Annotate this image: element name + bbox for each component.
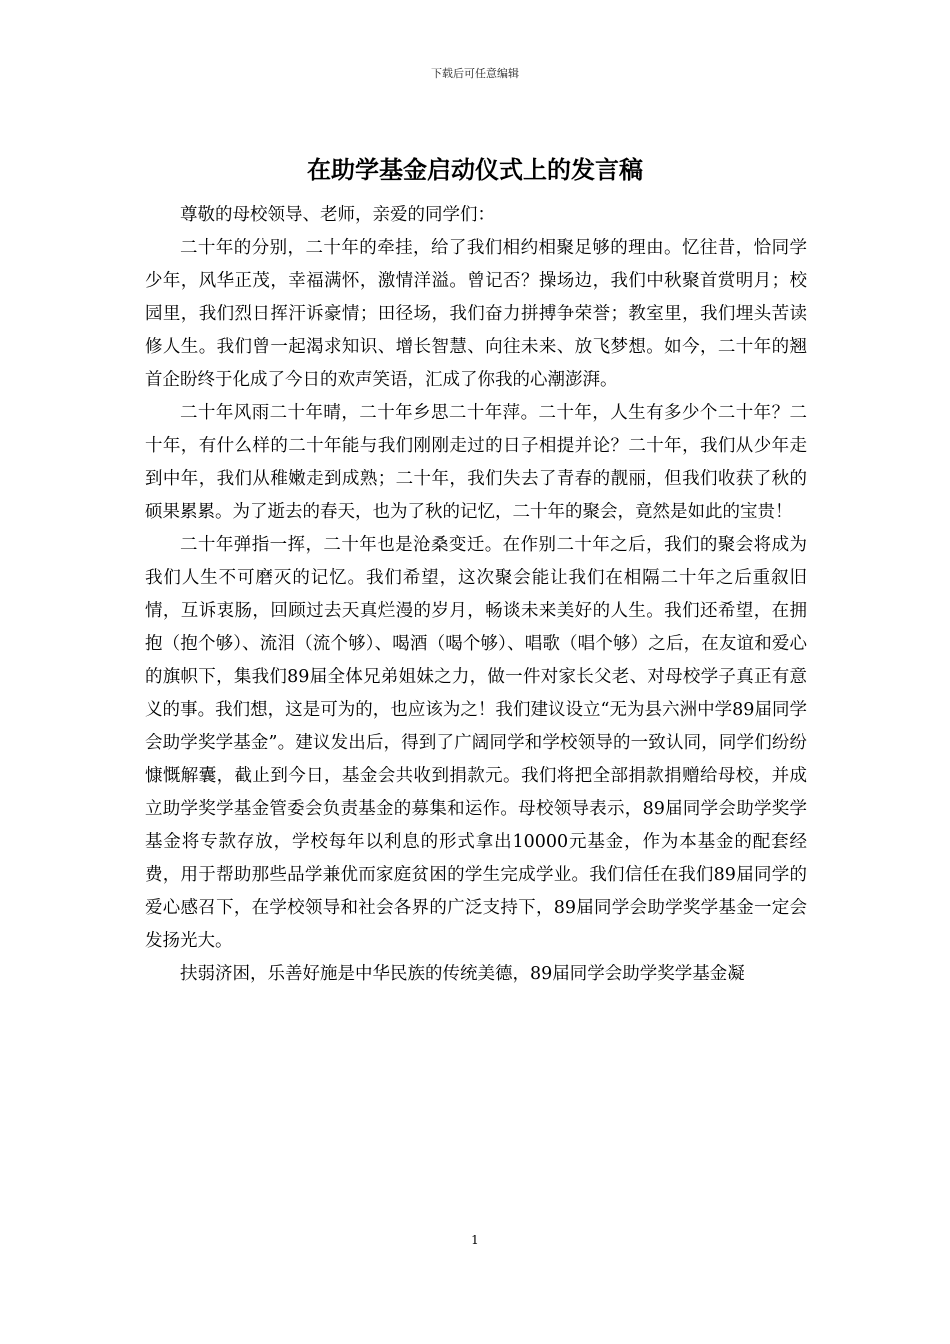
paragraph-1: 二十年的分别，二十年的牵挂，给了我们相约相聚足够的理由。忆往昔，恰同学少年，风华正茂，幸福满怀，激情洋溢。曾记否？操场边，我们中秋聚首赏明月；校园里，我们烈日挥汗诉豪情；田径场，我们奋力拼搏争荣誉；教室里，我们埋头苦读修人生。我们曾一起渴求知识、增长智慧、向往未来、放飞梦想。如今，二十年的翘首企盼终于化成了今日的欢声笑语，汇成了你我的心潮澎湃。 bbox=[145, 238, 807, 390]
salutation: 尊敬的母校领导、老师，亲爱的同学们： bbox=[180, 205, 495, 225]
document-body bbox=[145, 199, 807, 991]
document-title: 在助学基金启动仪式上的发言稿 bbox=[307, 156, 643, 184]
paragraph-4: 扶弱济困，乐善好施是中华民族的传统美德，89届同学会助学奖学基金凝 bbox=[180, 964, 745, 984]
page-number: 1 bbox=[471, 1233, 479, 1247]
page-header-note: 下载后可任意编辑 bbox=[431, 67, 519, 80]
paragraph-3: 二十年弹指一挥，二十年也是沧桑变迁。在作别二十年之后，我们的聚会将成为我们人生不可磨灭的记忆。我们希望，这次聚会能让我们在相隔二十年之后重叙旧情，互诉衷肠，回顾过去天真烂漫的岁月，畅谈未来美好的人生。我们还希望，在拥抱（抱个够）、流泪（流个够）、喝酒（喝个够）、唱歌（唱个够）之后，在友谊和爱心的旗帜下，集我们89届全体兄弟姐妹之力，做一件对家长父老、对母校学子真正有意义的事。我们想，这是可为的，也应该为之！我们建议设立“无为县六洲中学89届同学会助学奖学基金”。建议发出后，得到了广阔同学和学校领导的一致认同，同学们纷纷慷慨解囊，截止到今日，基金会共收到捐款元。我们将把全部捐款捐赠给母校，并成立助学奖学基金管委会负责基金的募集和运作。母校领导表示，89届同学会助学奖学基金将专款存放，学校每年以利息的形式拿出10000元基金，作为本基金的配套经费，用于帮助那些品学兼优而家庭贫困的学生完成学业。我们信任在我们89届同学的爱心感召下，在学校领导和社会各界的广泛支持下，89届同学会助学奖学基金一定会发扬光大。 bbox=[145, 535, 807, 951]
paragraph-2: 二十年风雨二十年晴，二十年乡思二十年萍。二十年，人生有多少个二十年？二十年，有什么样的二十年能与我们刚刚走过的日子相提并论？二十年，我们从少年走到中年，我们从稚嫩走到成熟；二十年，我们失去了青春的靓丽，但我们收获了秋的硕果累累。为了逝去的春天，也为了秋的记忆，二十年的聚会，竟然是如此的宝贵！ bbox=[145, 403, 807, 522]
